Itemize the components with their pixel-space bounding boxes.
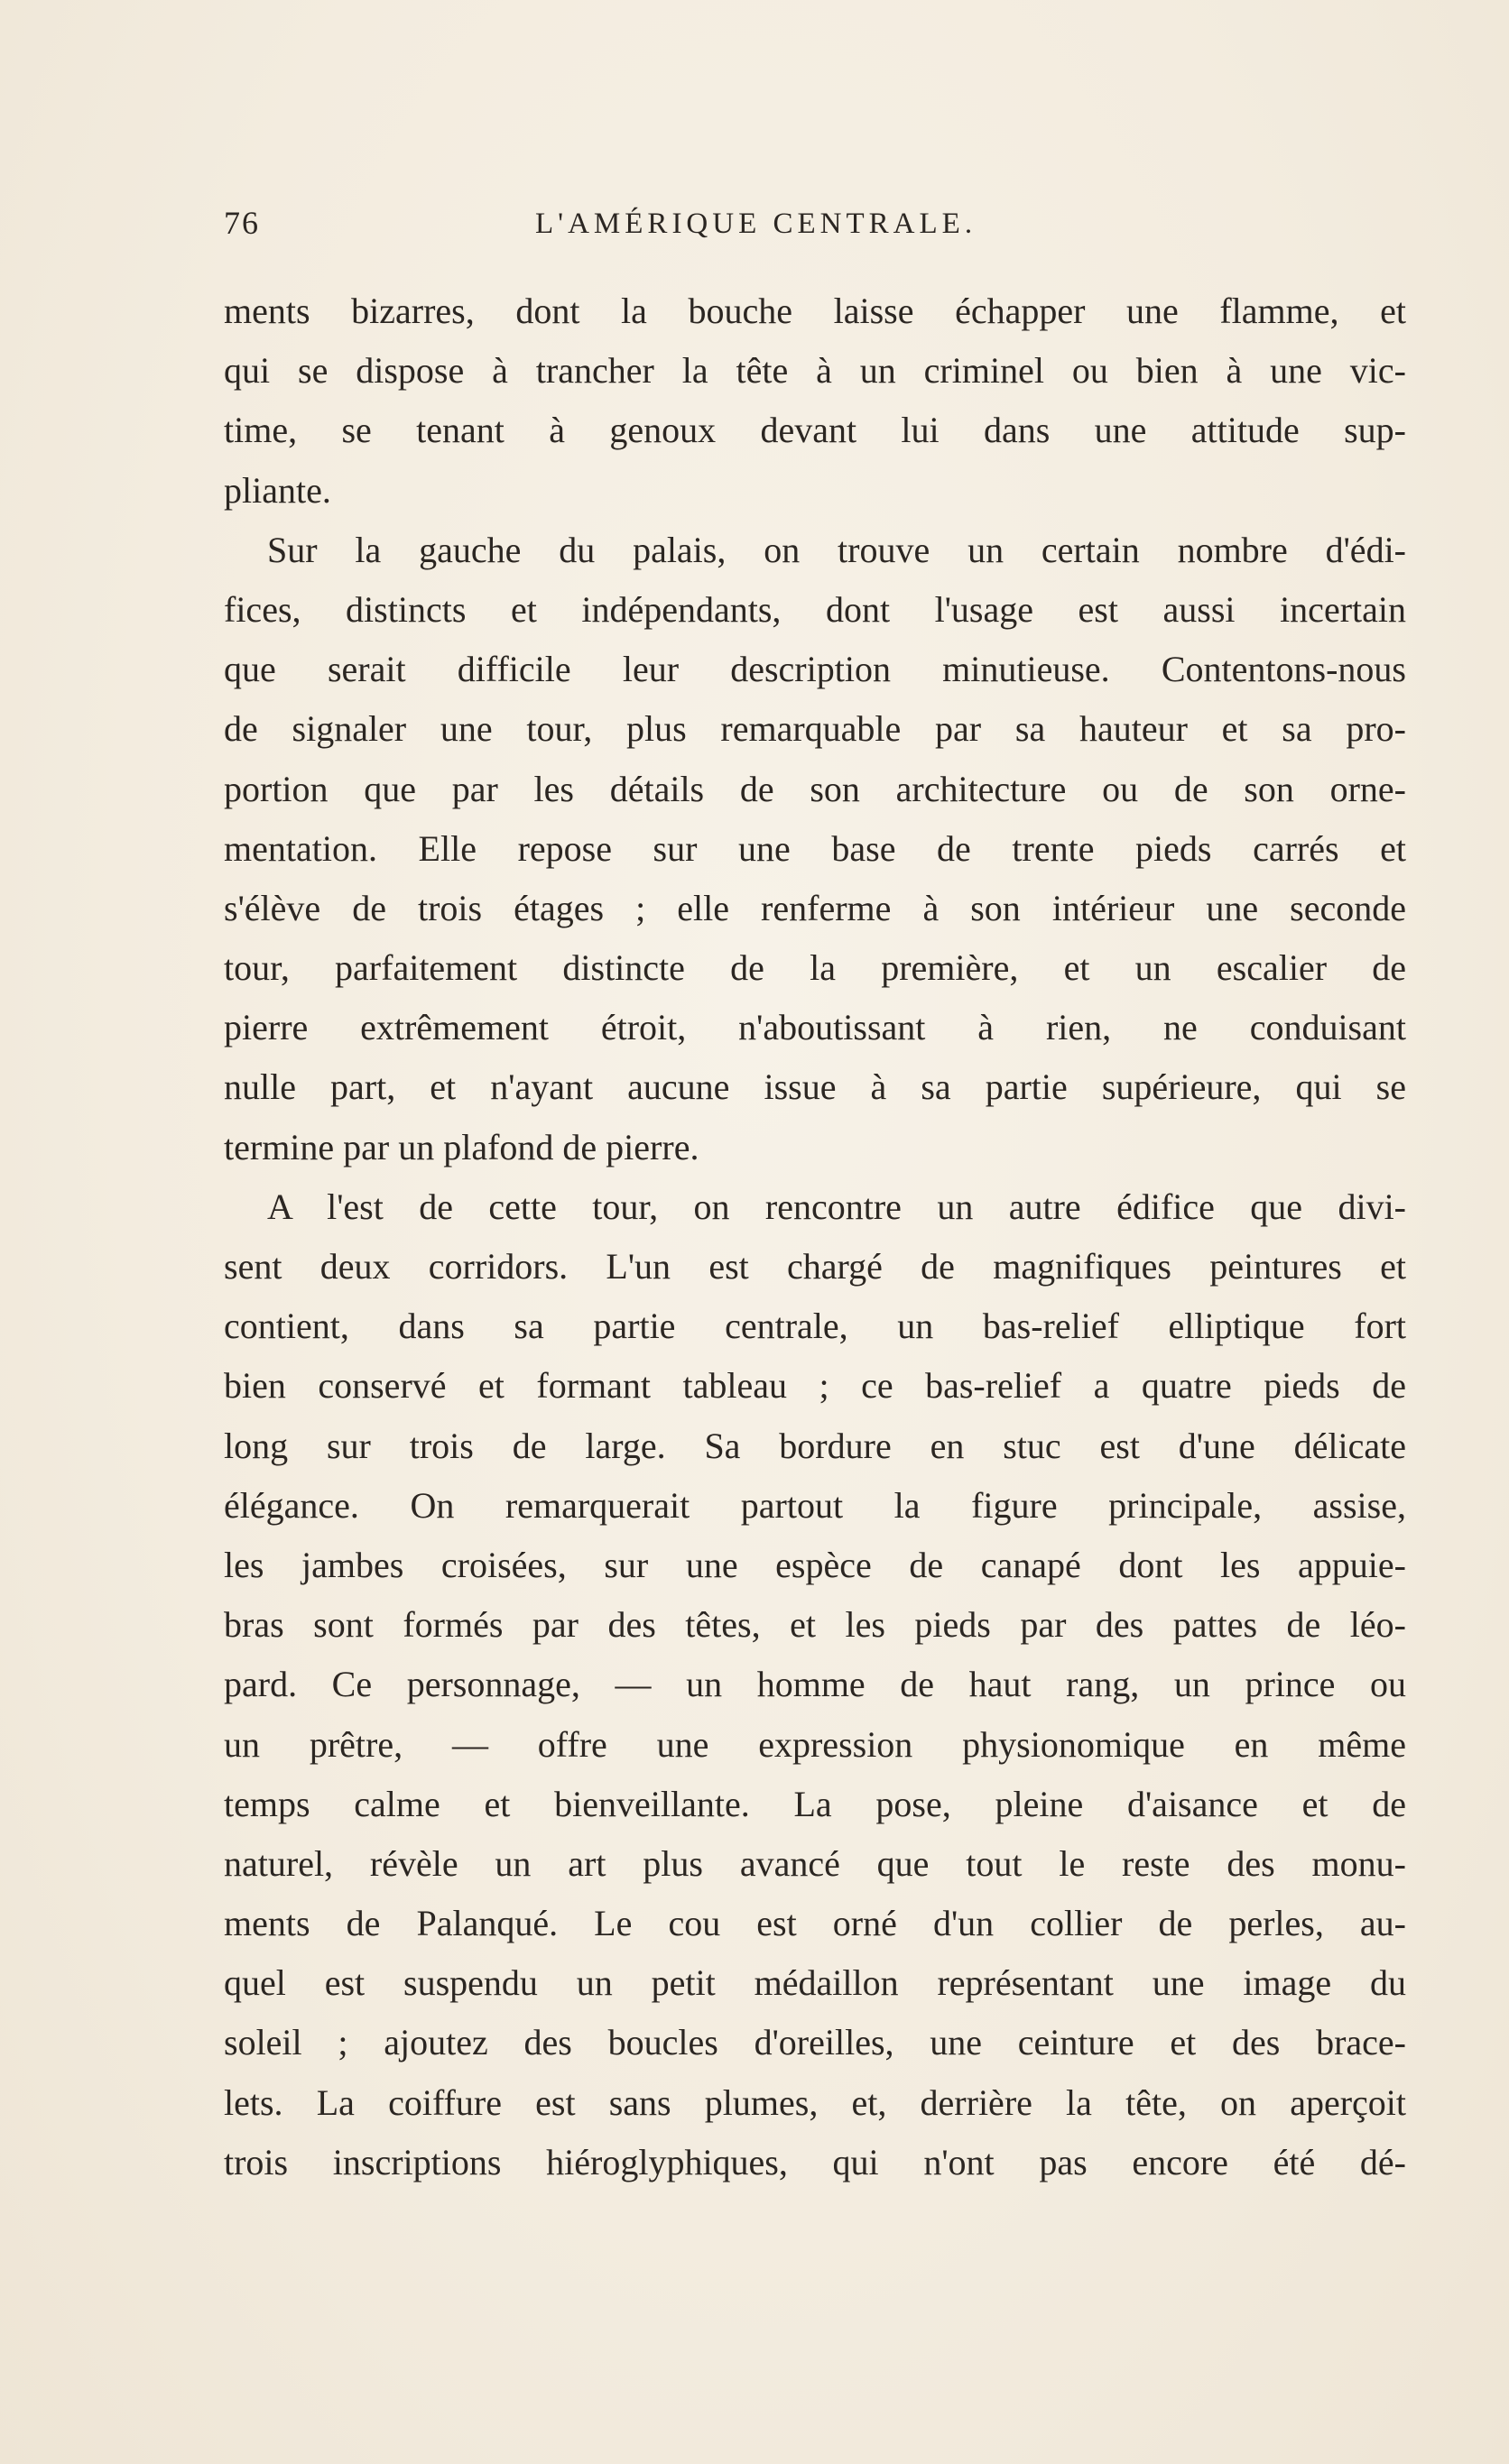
text-line: s'élève de trois étages ; elle renferme à son intérieur une seconde <box>224 887 1406 928</box>
text-line: tour, parfaitement distincte de la première, et un escalier de <box>224 947 1406 989</box>
text-line: quel est suspendu un petit médaillon représentant une image du <box>224 1962 1406 2004</box>
text-line: contient, dans sa partie centrale, un bas-relief elliptique fort <box>224 1306 1406 1347</box>
running-title: L'AMÉRIQUE CENTRALE. <box>535 208 977 240</box>
text-line: long sur trois de large. Sa bordure en stuc est d'une délicate <box>224 1425 1406 1466</box>
text-line: les jambes croisées, sur une espèce de canapé dont les appuie- <box>224 1544 1406 1585</box>
body-text <box>224 281 1406 2192</box>
text-line: élégance. On remarquerait partout la figure principale, assise, <box>224 1484 1406 1526</box>
text-line: fices, distincts et indépendants, dont l'usage est aussi incertain <box>224 588 1406 630</box>
text-line: mentation. Elle repose sur une base de trente pieds carrés et <box>224 827 1406 869</box>
text-line: pliante. <box>224 469 331 511</box>
text-line: ments bizarres, dont la bouche laisse échapper une flamme, et <box>224 291 1406 331</box>
text-line: A l'est de cette tour, on rencontre un autre édifice que divi- <box>267 1186 1406 1227</box>
text-line: sent deux corridors. L'un est chargé de magnifiques peintures et <box>224 1246 1406 1287</box>
text-line: Sur la gauche du palais, on trouve un certain nombre d'édi- <box>267 529 1406 570</box>
text-line: ments de Palanqué. Le cou est orné d'un collier de perles, au- <box>224 1903 1406 1944</box>
text-line: lets. La coiffure est sans plumes, et, derrière la tête, on aperçoit <box>224 2081 1406 2123</box>
text-line: temps calme et bienveillante. La pose, pleine d'aisance et de <box>224 1783 1406 1824</box>
page-number: 76 <box>224 205 260 241</box>
text-line: trois inscriptions hiéroglyphiques, qui n'ont pas encore été dé- <box>224 2141 1406 2183</box>
text-line: portion que par les détails de son architecture ou de son orne- <box>224 768 1406 809</box>
text-line: que serait difficile leur description minutieuse. Contentons-nous <box>224 649 1406 690</box>
text-line: termine par un plafond de pierre. <box>224 1126 699 1167</box>
text-line: pierre extrêmement étroit, n'aboutissant à rien, ne conduisant <box>224 1007 1406 1048</box>
text-line: soleil ; ajoutez des boucles d'oreilles, une ceinture et des brace- <box>224 2022 1406 2063</box>
text-line: nulle part, et n'ayant aucune issue à sa partie supérieure, qui se <box>224 1066 1406 1108</box>
text-line: time, se tenant à genoux devant lui dans une attitude sup- <box>224 410 1406 451</box>
text-line: qui se dispose à trancher la tête à un criminel ou bien à une vic- <box>224 350 1406 392</box>
page-header <box>224 204 1397 249</box>
text-line: bras sont formés par des têtes, et les pieds par des pattes de léo- <box>224 1604 1406 1646</box>
text-line: un prêtre, — offre une expression physionomique en même <box>224 1723 1406 1765</box>
text-line: pard. Ce personnage, — un homme de haut rang, un prince ou <box>224 1664 1406 1705</box>
text-line: de signaler une tour, plus remarquable par sa hauteur et sa pro- <box>224 708 1406 750</box>
text-line: naturel, révèle un art plus avancé que tout le reste des monu- <box>224 1842 1406 1884</box>
text-line: bien conservé et formant tableau ; ce bas-relief a quatre pieds de <box>224 1365 1406 1407</box>
